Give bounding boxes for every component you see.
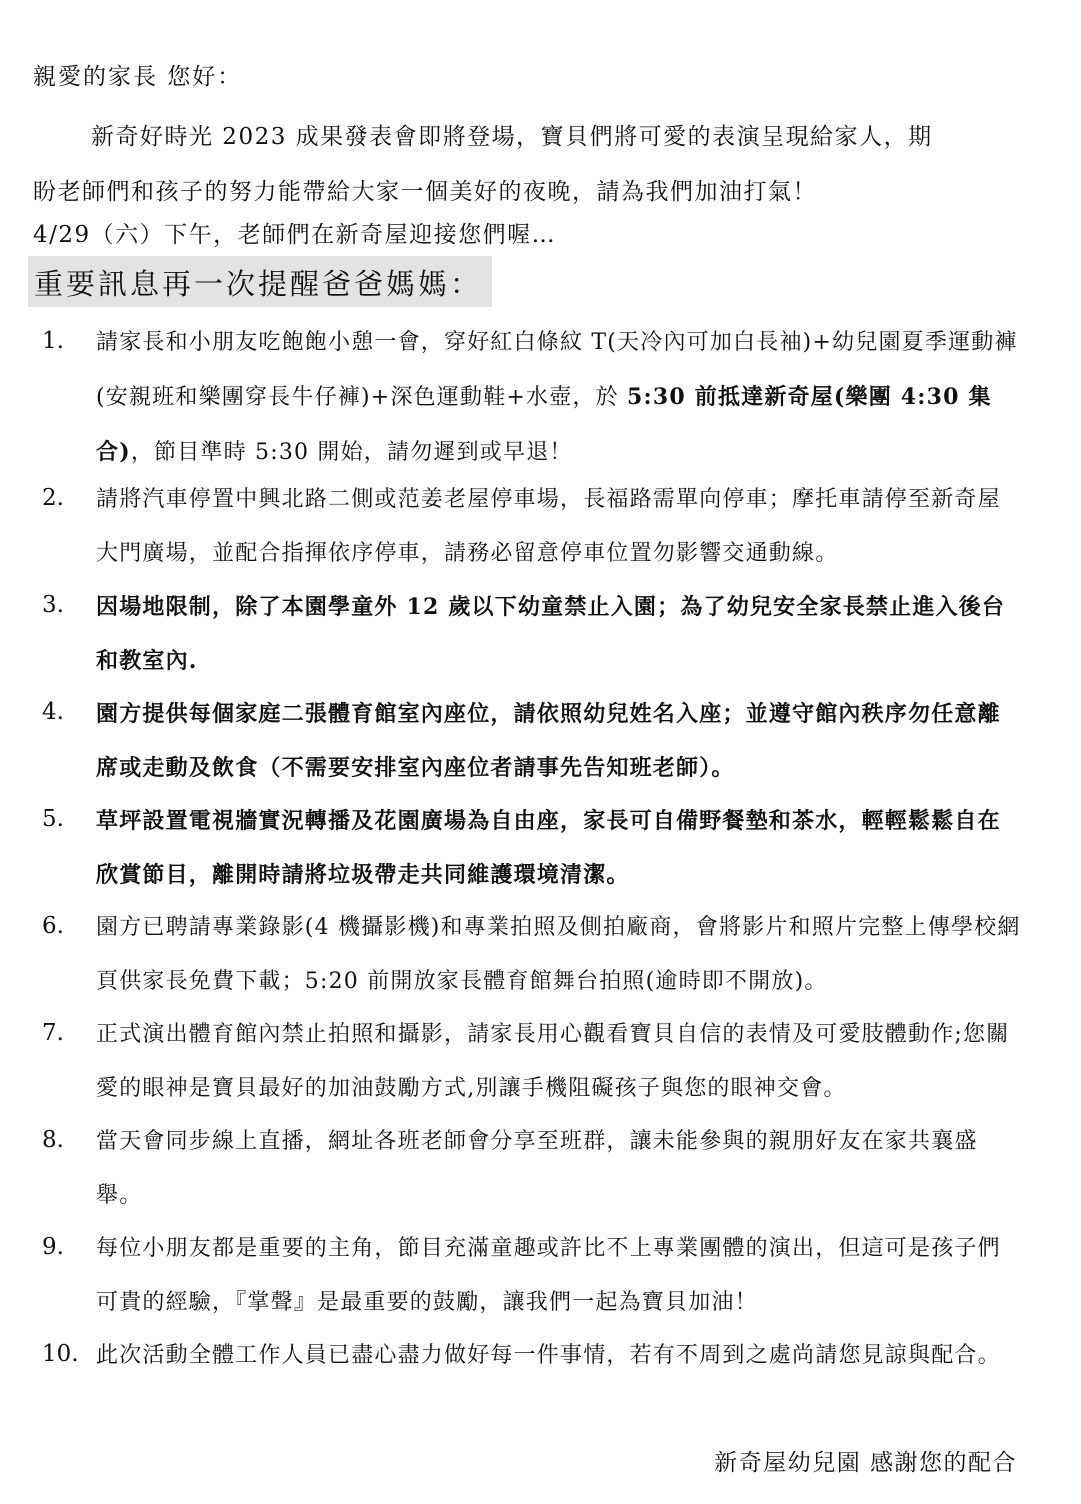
item-number: 2. — [42, 485, 64, 511]
item-number: 6. — [42, 913, 64, 939]
item-text: 草坪設置電視牆實況轉播及花園廣場為自由座，家長可自備野餐墊和茶水，輕輕鬆鬆自在欣賞節目，離開時請將垃圾帶走共同維護環境清潔。 — [96, 808, 1001, 888]
section-title: 重要訊息再一次提醒爸爸媽媽： — [28, 256, 492, 307]
item-text: 請將汽車停置中興北路二側或范姜老屋停車場，長福路需單向停車；摩托車請停至新奇屋大門廣場，並配合指揮依序停車，請務必留意停車位置勿影響交通動線。 — [96, 487, 1001, 566]
item-text-emphasis: 5:30 前抵達新奇屋(樂團 4:30 集合) — [96, 384, 992, 465]
intro-paragraph — [33, 110, 1028, 220]
item-text: 因場地限制，除了本園學童外 12 歲以下幼童禁止入園；為了幼兒安全家長禁止進入後台和教室內. — [96, 594, 1006, 674]
item-text: 每位小朋友都是重要的主角，節目充滿童趣或許比不上專業團體的演出，但這可是孩子們可貴的經驗，『掌聲』是最重要的鼓勵，讓我們一起為寶貝加油！ — [96, 1236, 1001, 1315]
greeting: 親愛的家長 您好： — [33, 64, 243, 90]
item-text: 當天會同步線上直播，網址各班老師會分享至班群，讓未能參與的親朋好友在家共襄盛舉。 — [96, 1129, 978, 1208]
item-number: 5. — [42, 806, 64, 832]
item-number: 1. — [42, 328, 64, 354]
item-text — [96, 316, 1021, 480]
item-text: 此次活動全體工作人員已盡心盡力做好每一件事情，若有不周到之處尚請您見諒與配合。 — [96, 1343, 1001, 1368]
item-number: 3. — [42, 592, 64, 618]
item-text: 園方提供每個家庭二張體育館室內座位，請依照幼兒姓名入座；並遵守館內秩序勿任意離席或走動及飲食（不需要安排室內座位者請事先告知班老師）。 — [96, 701, 1001, 781]
item-text: 園方已聘請專業錄影(4 機攝影機)和專業拍照及側拍廠商，會將影片和照片完整上傳學校網頁供家長免費下載；5:20 前開放家長體育館舞台拍照(逾時即不開放)。 — [96, 915, 1021, 994]
item-text-part: ，節目準時 5:30 開始，請勿遲到或早退！ — [130, 440, 573, 465]
signature: 新奇屋幼兒園 感謝您的配合 — [714, 1450, 1017, 1476]
item-text: 正式演出體育館內禁止拍照和攝影，請家長用心觀看寶貝自信的表情及可愛肢體動作;您關愛的眼神是寶貝最好的加油鼓勵方式,別讓手機阻礙孩子與您的眼神交會。 — [96, 1022, 1010, 1101]
item-text-part: 請家長和小朋友吃飽飽小憩一會，穿好紅白條紋 T(天冷內可加白長袖)+幼兒園夏季運動褲(安親班和樂團穿長牛仔褲)+深色運動鞋+水壺，於 — [96, 330, 1018, 410]
item-number: 10. — [42, 1341, 79, 1367]
intro-line-2: 盼老師們和孩子的努力能帶給大家一個美好的夜晚，請為我們加油打氣！ — [33, 179, 817, 205]
item-number: 7. — [42, 1020, 64, 1046]
item-number: 9. — [42, 1234, 64, 1260]
intro-line-1: 新奇好時光 2023 成果發表會即將登場，寶貝們將可愛的表演呈現給家人，期 — [91, 124, 933, 150]
item-number: 8. — [42, 1127, 64, 1153]
item-number: 4. — [42, 699, 64, 725]
date-line: 4/29（六）下午，老師們在新奇屋迎接您們喔… — [33, 222, 557, 248]
